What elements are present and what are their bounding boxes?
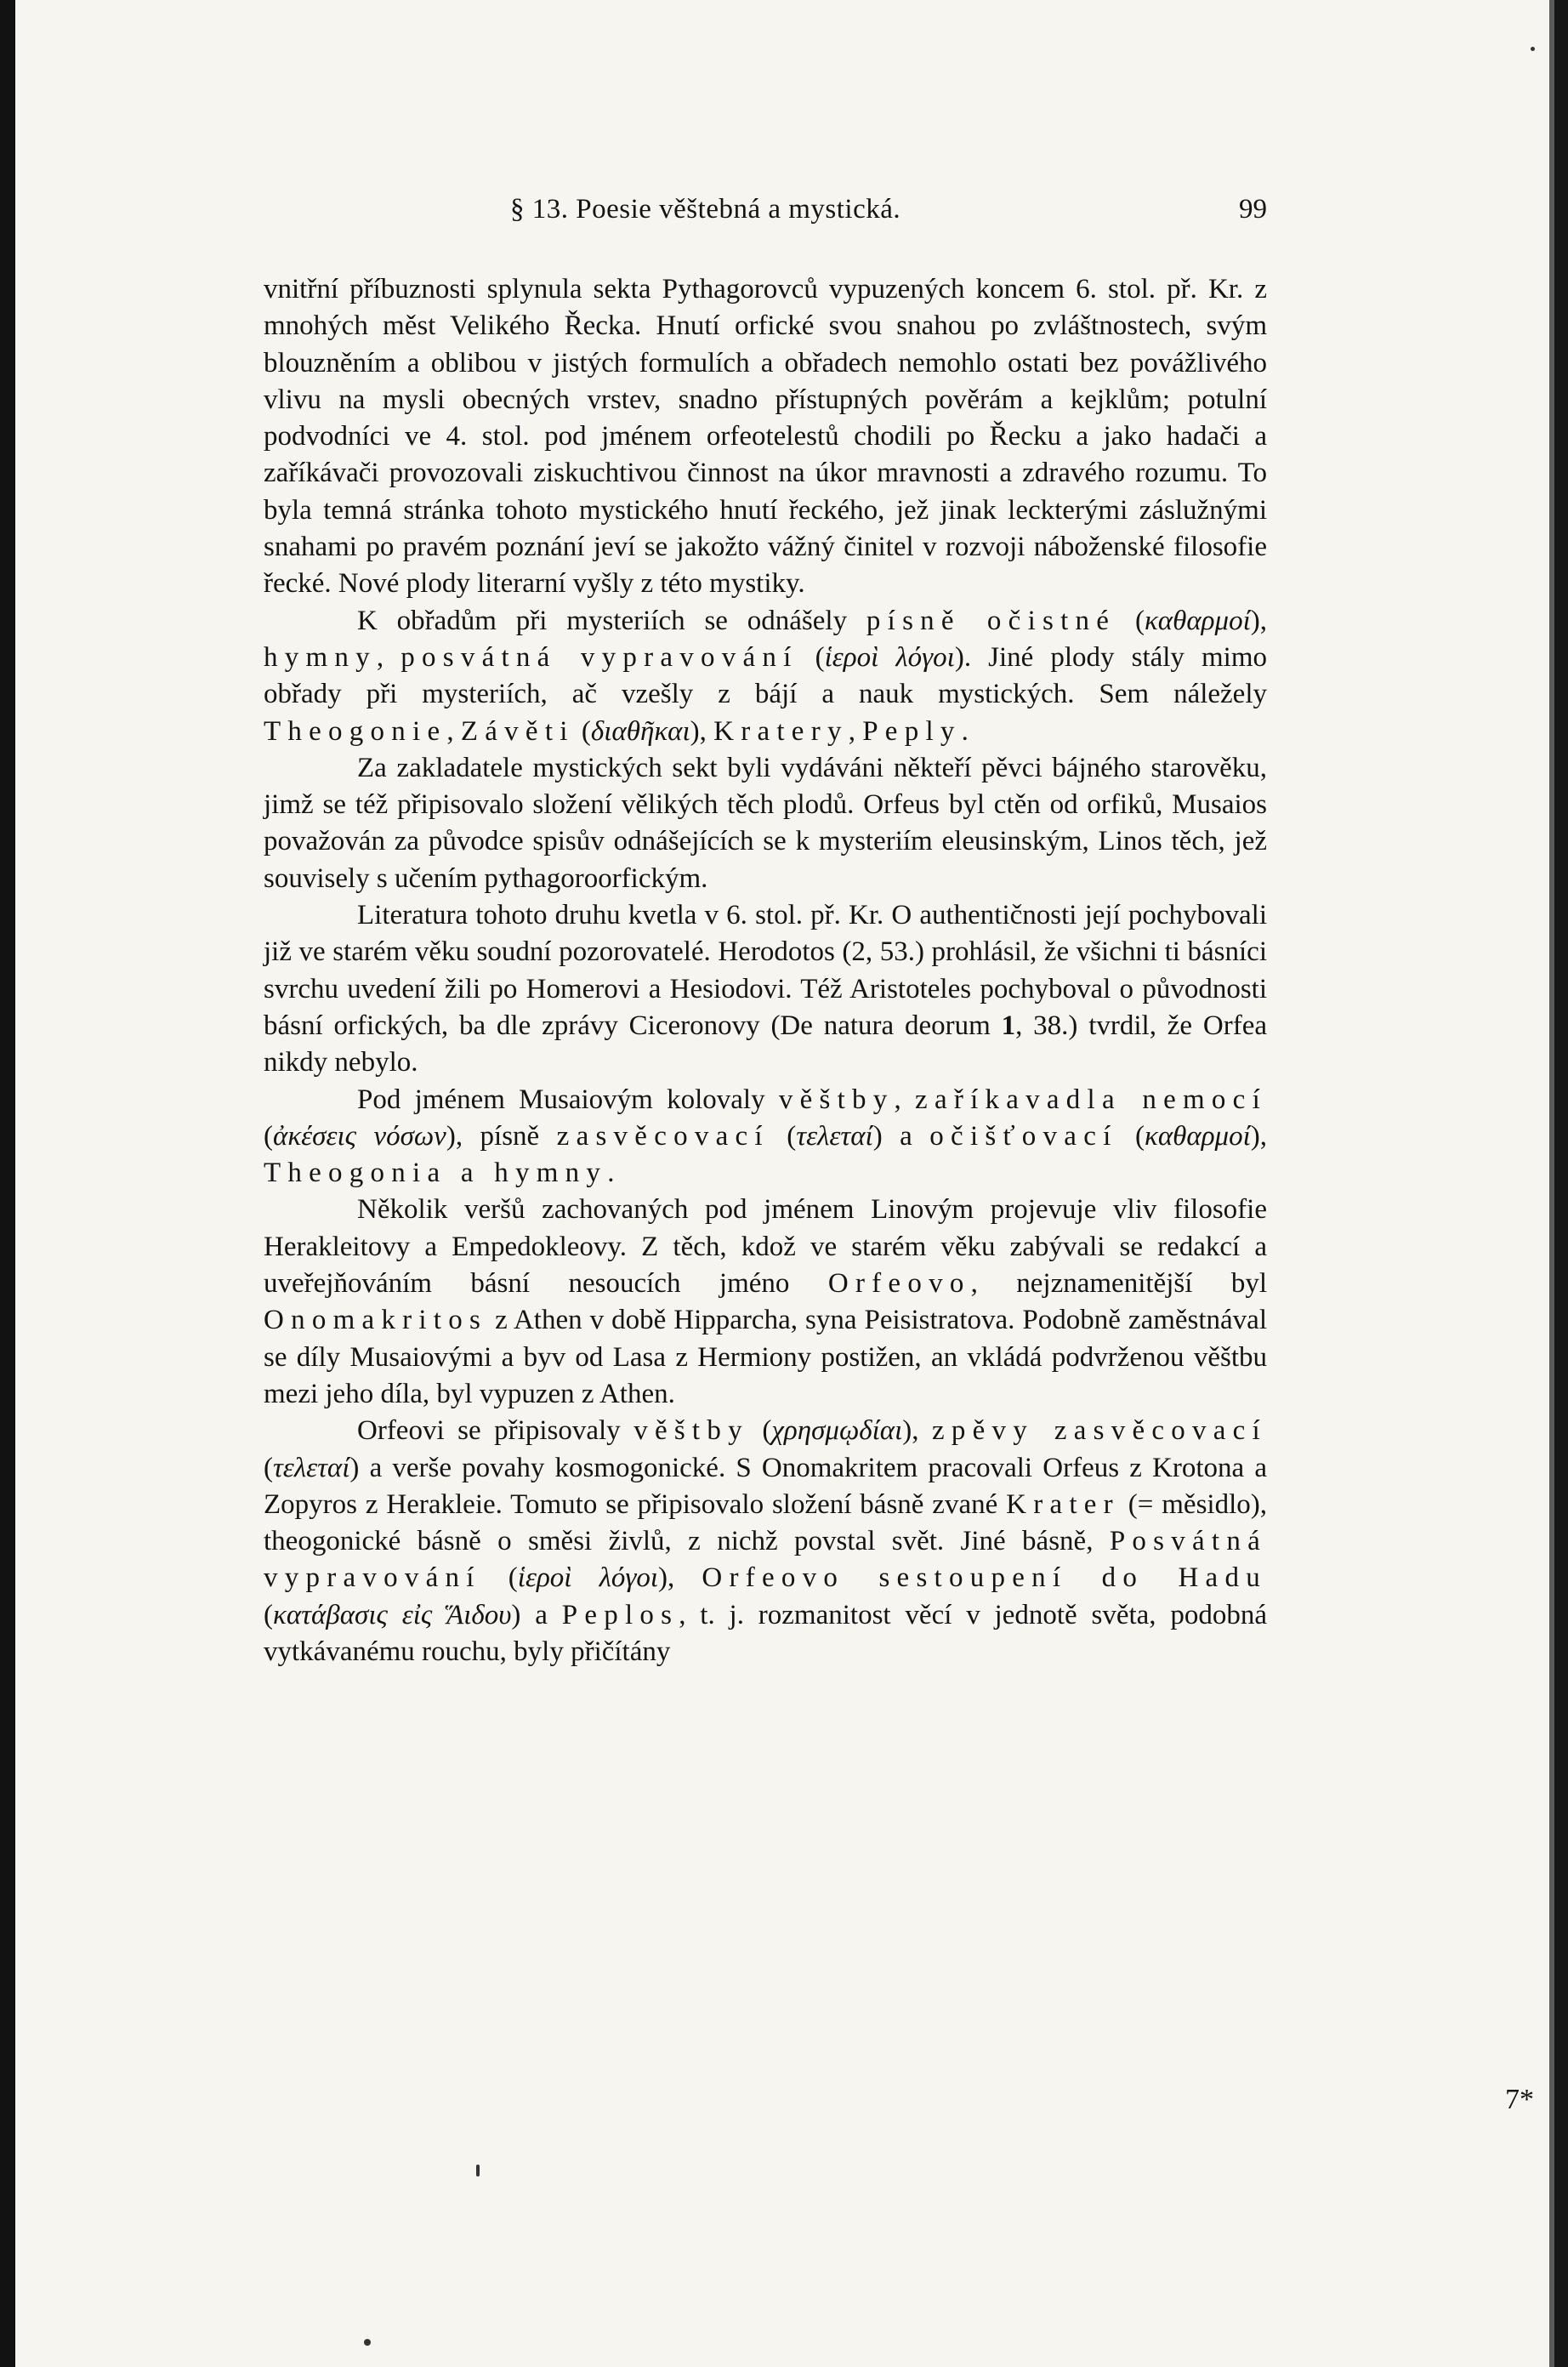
text-run: Orfeovi se připisovaly: [357, 1415, 634, 1447]
text-run: ), písně: [446, 1120, 557, 1152]
running-header: [264, 191, 1267, 232]
spaced-term: zasvěcovací: [556, 1120, 770, 1152]
scan-speck: [476, 2165, 480, 2176]
spaced-term: Peply: [862, 715, 962, 747]
greek-term: τελεταί: [273, 1452, 350, 1483]
text-run: (: [574, 715, 591, 747]
scan-border-left: [0, 0, 15, 2367]
text-run: (: [264, 1120, 273, 1152]
book-page: [264, 191, 1267, 1670]
text-run: ),: [1250, 1120, 1268, 1152]
text-run: ). Jiné plody stály mimo obřady při mysteriích, ač vzešly z bájí a nauk mystických. Sem náležely: [264, 641, 1267, 710]
spaced-term: posvátná vypravování: [401, 641, 798, 673]
text-run: , 38.) tvrdil, že Orfea nikdy nebylo.: [264, 1010, 1267, 1078]
spaced-term: zaříkavadla nemocí: [915, 1084, 1267, 1115]
body-text: [264, 271, 1267, 1670]
spaced-term: Kratery: [713, 715, 849, 747]
text-run: vnitřní příbuznosti splynula sekta Pythagorovců vypuzených koncem 6. stol. př. Kr. z mnohých měst Velikého Řecka. Hnutí orfické svou snahou po zvláštnostech, svým blouzněním a oblibou v jistých formulích a obřadech nemohlo ostati bez povážlivého vlivu na mysli obecných vrstev, snadno přístupných pověrám a kejklům; potulní podvodníci ve 4. stol. pod jménem orfeotelestů chodili po Řecku a jako hadači a zaříkávači provozovali ziskuchtivou činnost na úkor mravnosti a zdravého rozumu. To byla temná stránka tohoto mystického hnutí řeckého, jež jinak leckterými záslužnými snahami po pravém poznání jeví se jakožto vážný činitel v rozvoji náboženské filosofie řecké. Nové plody literarní vyšly z této mystiky.: [264, 274, 1267, 600]
spaced-term: Závěti: [460, 715, 575, 747]
spaced-term: zpěvy zasvěcovací: [932, 1415, 1267, 1447]
greek-term: ἀκέσεις νόσων: [273, 1120, 446, 1152]
text-run: ),: [658, 1562, 702, 1594]
spaced-term: Orfeovo: [827, 1268, 971, 1300]
scan-border-right: [1554, 0, 1568, 2367]
spaced-term: Peplos: [561, 1599, 679, 1630]
spaced-term: věštby: [633, 1415, 749, 1447]
signature-mark: 7*: [1505, 2084, 1534, 2115]
text-run: , t. j. rozmanitost věcí v jednotě světa, podobná vytkávanému rouchu, byly přičítány: [264, 1599, 1268, 1667]
text-run: (: [748, 1415, 772, 1447]
greek-term: κατάβασις εἰς Ἅιδου: [273, 1599, 512, 1630]
paragraph-1: [264, 271, 1267, 603]
spaced-term: Orfeovo sestoupení do Hadu: [702, 1562, 1267, 1594]
spaced-term: Onomakritos: [264, 1305, 488, 1336]
spaced-term: Krater: [1006, 1488, 1120, 1520]
paragraph-6: [264, 1192, 1267, 1413]
text-run: , nejznamenitější byl: [970, 1268, 1267, 1300]
greek-term: καθαρμοί: [1144, 605, 1251, 636]
text-run: (: [264, 1599, 273, 1630]
chapter-title: § 13. Poesie věštebná a mystická.: [510, 194, 901, 225]
text-run: ) a verše povahy kosmogonické. S Onomakritem pracovali Orfeus z Krotona a Zopyros z Herakleie. Tomuto se připisovalo složení básně zvané: [264, 1452, 1267, 1520]
text-run: (: [480, 1562, 518, 1594]
text-run: .: [961, 715, 969, 747]
text-run: Pod jménem Musaiovým kolovaly: [357, 1084, 779, 1115]
text-run: Několik veršů zachovaných pod jménem Linovým projevuje vliv filosofie Herakleitovy a Empedokleovy. Z těch, kdož ve starém věku zabývali se redakcí a uveřejňováním básní nesoucích jméno: [264, 1194, 1267, 1300]
greek-term: τελεταί: [796, 1120, 873, 1152]
text-run: 1: [1001, 1010, 1016, 1041]
text-run: (: [264, 1452, 273, 1483]
text-run: (: [769, 1120, 797, 1152]
text-run: ) a: [872, 1120, 930, 1152]
paragraph-5: [264, 1082, 1267, 1192]
scan-speck: [1531, 47, 1535, 51]
text-run: (: [1117, 1120, 1145, 1152]
spaced-term: hymny: [264, 641, 377, 673]
spaced-term: Posvátná vypravování: [264, 1526, 1267, 1594]
text-run: (: [798, 641, 825, 673]
spaced-term: písně očistné: [866, 605, 1116, 636]
greek-term: ἱεροὶ λόγοι: [824, 641, 955, 673]
text-run: ),: [690, 715, 714, 747]
text-run: ) a: [511, 1599, 562, 1630]
text-run: ,: [894, 1084, 916, 1115]
text-run: Literatura tohoto druhu kvetla v 6. stol. př. Kr. O authentičnosti její pochybovali již ve starém věku soudní pozorovatelé. Herodotos (2, 53.) prohlásil, že všichni ti básníci svrchu uvedení žili po Homerovi a Hesiodovi. Též Aristoteles pochyboval o původnosti básní orfických, ba dle zprávy Ciceronovy (De natura deorum: [264, 900, 1267, 1041]
text-run: ,: [848, 715, 863, 747]
text-run: (: [1116, 605, 1145, 636]
scan-speck: [364, 2339, 371, 2346]
greek-term: καθαρμοί: [1145, 1120, 1251, 1152]
paragraph-4: [264, 897, 1267, 1081]
text-run: z Athen v době Hipparcha, syna Peisistratova. Podobně zaměstnával se díly Musaiovými a byv od Lasa z Hermiony postižen, an vkládá podvrženou věštbu mezi jeho díla, byl vypuzen z Athen.: [264, 1305, 1267, 1409]
spaced-term: očišťovací: [929, 1120, 1118, 1152]
text-run: ),: [1250, 605, 1267, 636]
text-run: (= měsidlo), theogonické básně o směsi živlů, z nichž povstal svět. Jiné básně,: [264, 1488, 1267, 1557]
text-run: .: [607, 1158, 615, 1189]
text-run: ,: [446, 715, 461, 747]
paragraph-3: [264, 750, 1267, 897]
text-run: ,: [376, 641, 401, 673]
greek-term: ἱεροὶ λόγοι: [517, 1562, 659, 1594]
spaced-term: Theogonia a hymny: [264, 1158, 608, 1189]
greek-term: χρησμῳδίαι: [771, 1415, 903, 1447]
spaced-term: věštby: [778, 1084, 895, 1115]
greek-term: διαθῆκαι: [590, 715, 690, 747]
spaced-term: Theogonie: [264, 715, 447, 747]
page-number: 99: [1239, 194, 1267, 225]
paragraph-2: [264, 603, 1267, 750]
paragraph-7: [264, 1413, 1267, 1670]
text-run: K obřadům při mysteriích se odnášely: [357, 605, 866, 636]
text-run: ),: [902, 1415, 933, 1447]
text-run: Za zakladatele mystických sekt byli vydáváni někteří pěvci bájného starověku, jimž se též připisovalo složení vělikých těch plodů. Orfeus byl ctěn od orfiků, Musaios považován za původce spisův odnášejících se k mysteriím eleusinským, Linos těch, jež souvisely s učením pythagoroorfickým.: [264, 752, 1267, 894]
